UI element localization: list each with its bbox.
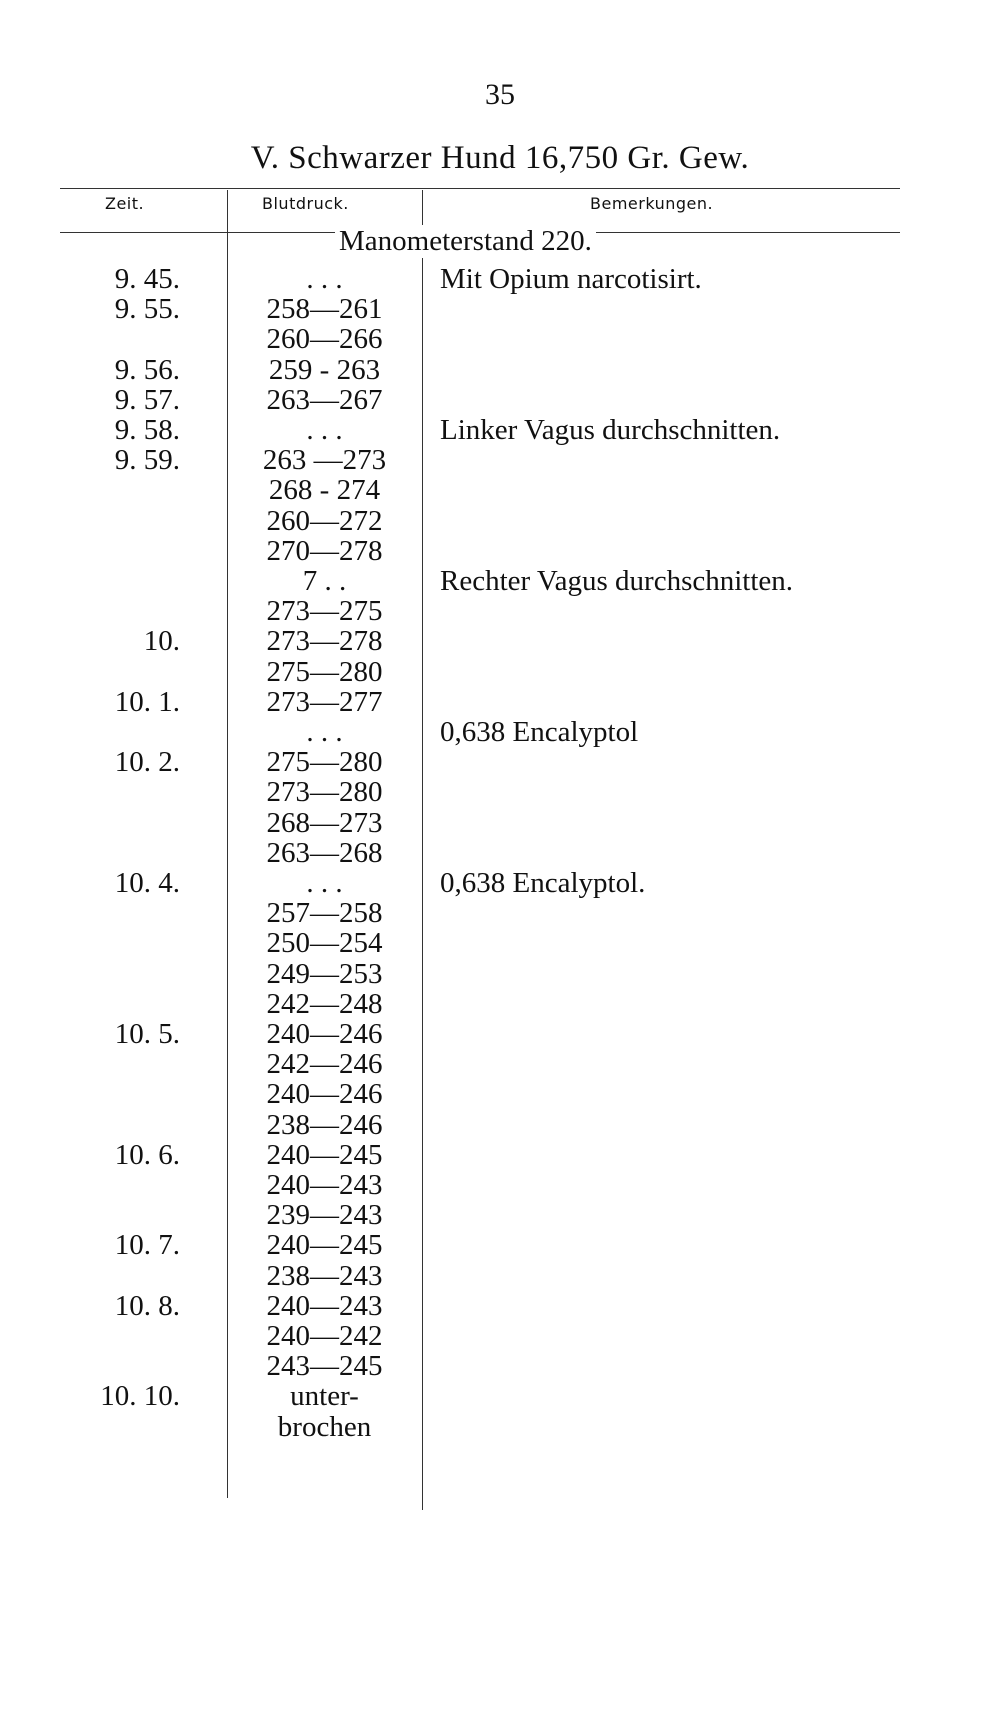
blood-pressure-cell: 7 . . xyxy=(302,565,347,597)
table-row xyxy=(0,474,1000,507)
blood-pressure-cell: 238—243 xyxy=(266,1259,383,1292)
time-cell: 10. 2. xyxy=(114,746,180,779)
remark-cell: 0,638 Encalyptol xyxy=(440,716,639,748)
blood-pressure-cell: 240—245 xyxy=(266,1138,383,1171)
top-rule xyxy=(60,188,900,189)
blood-pressure-cell: 263—267 xyxy=(266,383,383,416)
table-row xyxy=(0,625,1000,658)
blood-pressure-cell: . . . xyxy=(306,263,343,295)
blood-pressure-cell: 240—242 xyxy=(266,1320,383,1352)
header-zeit: Zeit. xyxy=(105,194,145,213)
table-row xyxy=(0,1260,1000,1290)
remark-cell: Rechter Vagus durchschnitten. xyxy=(440,565,794,597)
table-row xyxy=(0,656,1000,686)
page-title: V. Schwarzer Hund 16,750 Gr. Gew. xyxy=(250,140,750,176)
table-row xyxy=(0,323,1000,356)
time-cell: 10. 4. xyxy=(114,867,180,899)
time-cell: 10. 10. xyxy=(100,1380,180,1413)
blood-pressure-cell: 273—278 xyxy=(266,625,383,658)
table-row xyxy=(0,1169,1000,1199)
table-row xyxy=(0,384,1000,414)
time-cell: 10. 8. xyxy=(114,1289,180,1322)
blood-pressure-cell: 275—280 xyxy=(266,746,383,779)
time-cell: 10. 1. xyxy=(114,685,180,718)
table-row xyxy=(0,988,1000,1018)
table-row xyxy=(0,746,1000,779)
blood-pressure-cell: 275—280 xyxy=(266,655,383,688)
remark-cell: Linker Vagus durchschnitten. xyxy=(440,414,781,446)
table-row xyxy=(0,807,1000,837)
blood-pressure-cell: 268—273 xyxy=(266,806,383,839)
blood-pressure-cell: 260—266 xyxy=(266,323,383,356)
table-row xyxy=(0,263,1000,293)
time-cell: 10. 6. xyxy=(114,1138,180,1171)
blood-pressure-cell: . . . xyxy=(306,414,343,446)
blood-pressure-cell: 263 —273 xyxy=(262,444,387,477)
table-row xyxy=(0,444,1000,477)
blood-pressure-cell: 270—278 xyxy=(266,534,383,567)
table-row xyxy=(0,1380,1000,1413)
table-row xyxy=(0,293,1000,326)
time-cell: 9. 59. xyxy=(114,444,180,477)
table-row xyxy=(0,565,1000,595)
table-row xyxy=(0,1048,1000,1081)
blood-pressure-cell: 258—261 xyxy=(266,293,383,326)
blood-pressure-cell: 260—272 xyxy=(266,504,383,537)
table-row xyxy=(0,958,1000,988)
table-row xyxy=(0,927,1000,960)
table-row xyxy=(0,595,1000,628)
manometer-note: Manometerstand 220. xyxy=(335,225,596,258)
blood-pressure-cell: . . . xyxy=(306,867,343,899)
table-row xyxy=(0,1078,1000,1111)
blood-pressure-cell: 257—258 xyxy=(266,897,383,930)
time-cell: 10. xyxy=(143,625,180,658)
table-row xyxy=(0,686,1000,716)
blood-pressure-cell: 240—245 xyxy=(266,1229,383,1262)
table-row xyxy=(0,867,1000,897)
blood-pressure-cell: 273—280 xyxy=(266,776,383,809)
time-cell: 9. 56. xyxy=(114,353,180,386)
blood-pressure-cell: unter- xyxy=(290,1380,359,1413)
blood-pressure-cell: 240—243 xyxy=(266,1289,383,1322)
table-row xyxy=(0,1229,1000,1262)
table-row xyxy=(0,1018,1000,1048)
blood-pressure-cell: 250—254 xyxy=(266,927,383,960)
table-row xyxy=(0,1109,1000,1139)
table-row xyxy=(0,1199,1000,1232)
blood-pressure-cell: brochen xyxy=(277,1410,372,1443)
table-row xyxy=(0,1139,1000,1169)
time-cell: 10. 5. xyxy=(114,1018,180,1050)
remark-cell: 0,638 Encalyptol. xyxy=(440,867,646,899)
time-cell: 9. 58. xyxy=(114,414,180,446)
time-cell: 9. 55. xyxy=(114,293,180,326)
blood-pressure-cell: 238—246 xyxy=(266,1108,383,1141)
page-number: 35 xyxy=(485,78,515,111)
blood-pressure-cell: 242—248 xyxy=(266,987,383,1020)
blood-pressure-cell: 240—243 xyxy=(266,1169,383,1201)
remark-cell: Mit Opium narcotisirt. xyxy=(440,263,702,295)
blood-pressure-cell: 249—253 xyxy=(266,957,383,990)
time-cell: 9. 57. xyxy=(114,383,180,416)
header-blutdruck: Blutdruck. xyxy=(262,194,349,213)
blood-pressure-cell: 259 - 263 xyxy=(268,353,381,386)
blood-pressure-cell: . . . xyxy=(306,716,343,748)
table-row xyxy=(0,776,1000,809)
blood-pressure-cell: 268 - 274 xyxy=(268,474,381,507)
table-row xyxy=(0,716,1000,746)
blood-pressure-cell: 273—275 xyxy=(266,595,383,628)
blood-pressure-cell: 273—277 xyxy=(266,685,383,718)
table-row xyxy=(0,1320,1000,1350)
blood-pressure-cell: 240—246 xyxy=(266,1078,383,1111)
header-bemerkungen: Bemerkungen. xyxy=(590,194,714,213)
table-row xyxy=(0,535,1000,565)
blood-pressure-cell: 240—246 xyxy=(266,1018,383,1050)
time-cell: 10. 7. xyxy=(114,1229,180,1262)
blood-pressure-cell: 242—246 xyxy=(266,1048,383,1081)
blood-pressure-cell: 239—243 xyxy=(266,1199,383,1232)
table-row xyxy=(0,354,1000,384)
table-row xyxy=(0,505,1000,535)
table-row xyxy=(0,1290,1000,1320)
table-row xyxy=(0,897,1000,930)
time-cell: 9. 45. xyxy=(114,263,180,295)
table-row xyxy=(0,414,1000,444)
blood-pressure-cell: 243—245 xyxy=(266,1350,383,1383)
blood-pressure-cell: 263—268 xyxy=(266,836,383,869)
table-row xyxy=(0,1350,1000,1383)
table-row xyxy=(0,837,1000,867)
table-row xyxy=(0,1411,1000,1441)
